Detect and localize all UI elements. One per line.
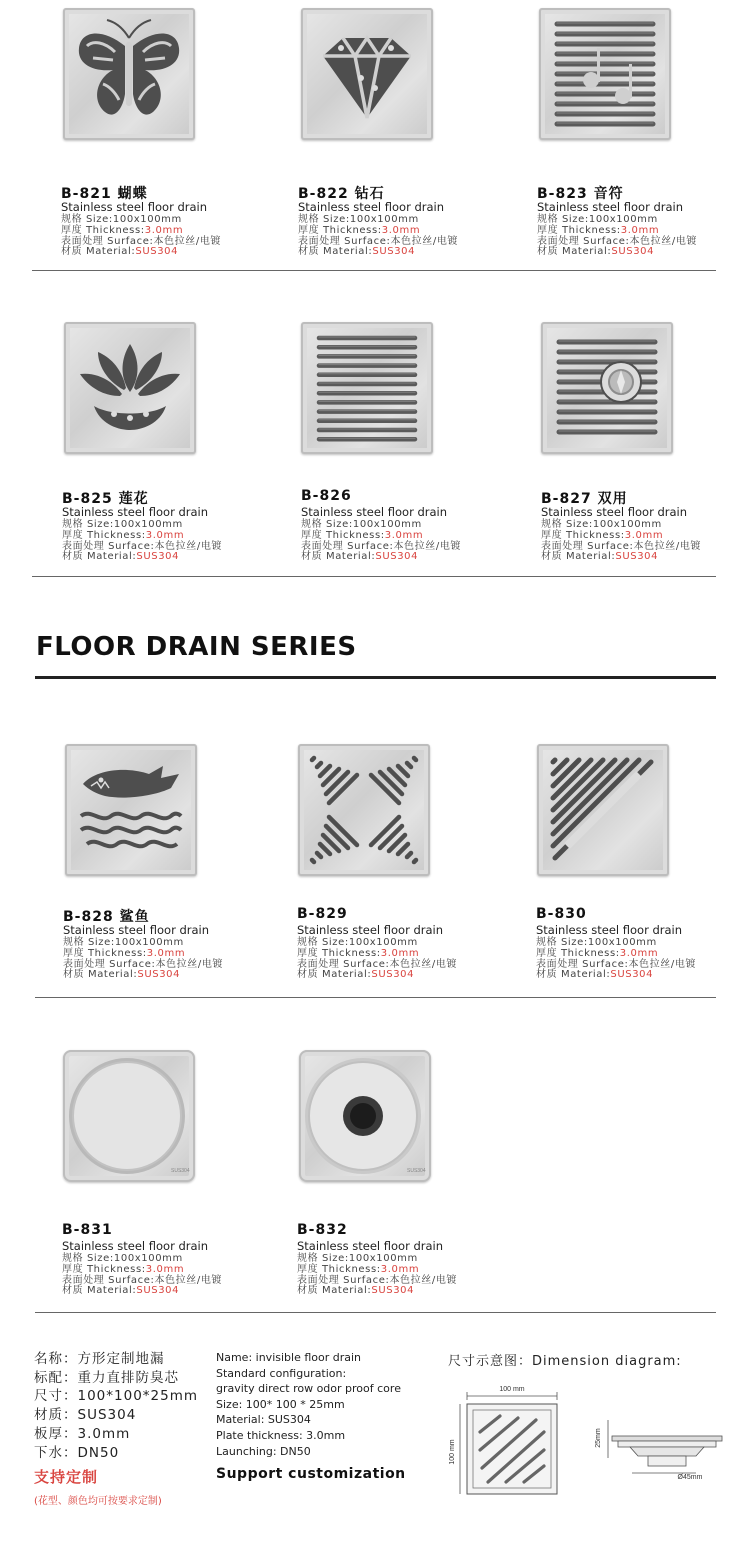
spec-label: 材质 Material:: [62, 551, 137, 563]
spec-label: 厚度 Thickness:: [62, 529, 146, 541]
support-custom-note: (花型、颜色均可按要求定制): [34, 1496, 162, 1507]
spec-label: 表面处理 Surface:: [301, 540, 394, 552]
product-specs: [541, 520, 701, 563]
side-view-drawing: [608, 1420, 722, 1473]
spec-label: 厚度 Thickness:: [301, 529, 385, 541]
info-en-line: gravity direct row odor proof core: [216, 1382, 401, 1396]
spec-label: 厚度 Thickness:: [298, 224, 382, 236]
product-code: B-821 蝴蝶: [61, 186, 148, 202]
spec-label: 材质 Material:: [63, 969, 138, 981]
spec-row: [301, 552, 461, 563]
spec-value: 3.0mm: [380, 947, 420, 959]
spec-label: 厚度 Thickness:: [297, 1263, 381, 1275]
product-subtitle: Stainless steel floor drain: [297, 923, 444, 937]
spec-label: 表面处理 Surface:: [536, 958, 629, 970]
spec-label: 材质 Material:: [62, 1285, 137, 1297]
svg-text:SUS304: SUS304: [407, 1168, 426, 1174]
row-divider: [35, 997, 716, 998]
info-cn-line: 标配：重力直排防臭芯: [34, 1369, 179, 1386]
product-image-dual-use-slots: [541, 322, 673, 454]
info-chinese: [34, 1350, 198, 1462]
info-en-line: Standard configuration:: [216, 1366, 347, 1380]
product-subtitle: Stainless steel floor drain: [536, 923, 683, 937]
spec-value: SUS304: [375, 551, 419, 563]
spec-label: 材质 Material:: [298, 246, 373, 258]
spec-label: 表面处理 Surface:: [298, 235, 391, 247]
spec-label: 材质 Material:: [297, 1285, 372, 1297]
dim-depth-label: 25mm: [595, 1428, 602, 1448]
spec-value: SUS304: [136, 551, 180, 563]
product-code: B-830: [536, 906, 587, 922]
spec-row: [297, 970, 457, 981]
spec-label: 规格 Size:: [298, 214, 350, 225]
spec-value: 3.0mm: [624, 529, 664, 541]
row-divider: [35, 1312, 716, 1313]
product-specs: [297, 1254, 457, 1297]
spec-value: 3.0mm: [380, 1263, 420, 1275]
product-specs: [298, 215, 458, 258]
spec-label: 规格 Size:: [297, 937, 349, 948]
spec-row: [541, 552, 701, 563]
info-cn-line: 下水：DN50: [34, 1444, 120, 1461]
product-specs: [537, 215, 697, 258]
top-view-drawing: [460, 1392, 557, 1494]
info-en-line: Launching: DN50: [216, 1444, 311, 1458]
spec-value: 本色拉丝/电镀: [154, 1274, 223, 1286]
product-specs: [61, 215, 221, 258]
spec-row: [537, 247, 697, 258]
product-specs: [62, 520, 222, 563]
spec-value: SUS304: [137, 969, 181, 981]
spec-label: 表面处理 Surface:: [297, 958, 390, 970]
spec-label: 表面处理 Surface:: [537, 235, 630, 247]
product-code: B-826: [301, 488, 352, 504]
spec-label: 表面处理 Surface:: [63, 958, 156, 970]
spec-label: 厚度 Thickness:: [62, 1263, 146, 1275]
svg-text:SUS304: SUS304: [171, 1168, 190, 1174]
support-custom-en: Support customization: [216, 1466, 406, 1482]
spec-value: 100x100mm: [113, 1253, 183, 1264]
spec-label: 表面处理 Surface:: [297, 1274, 390, 1286]
spec-label: 材质 Material:: [537, 246, 612, 258]
spec-label: 规格 Size:: [62, 519, 114, 530]
spec-label: 规格 Size:: [541, 519, 593, 530]
spec-value: 本色拉丝/电镀: [154, 540, 223, 552]
product-subtitle: Stainless steel floor drain: [537, 200, 684, 214]
spec-label: 厚度 Thickness:: [541, 529, 625, 541]
spec-value: SUS304: [610, 969, 654, 981]
spec-value: SUS304: [615, 551, 659, 563]
product-code: B-825 莲花: [62, 491, 149, 507]
spec-label: 规格 Size:: [61, 214, 113, 225]
spec-value: SUS304: [611, 246, 655, 258]
spec-value: 100x100mm: [349, 214, 419, 225]
spec-label: 材质 Material:: [541, 551, 616, 563]
spec-value: 100x100mm: [352, 519, 422, 530]
spec-row: [63, 970, 223, 981]
info-cn-line: 板厚：3.0mm: [34, 1425, 131, 1442]
product-subtitle: Stainless steel floor drain: [62, 505, 209, 519]
spec-value: 100x100mm: [587, 937, 657, 948]
info-en-line: Name: invisible floor drain: [216, 1351, 362, 1364]
spec-label: 规格 Size:: [62, 1253, 114, 1264]
product-image-horizontal-slots: [301, 322, 433, 454]
product-specs: [301, 520, 461, 563]
row-divider: [32, 576, 716, 577]
product-subtitle: Stainless steel floor drain: [298, 200, 445, 214]
spec-label: 规格 Size:: [536, 937, 588, 948]
spec-value: 3.0mm: [144, 224, 184, 236]
spec-value: 本色拉丝/电镀: [390, 235, 459, 247]
spec-value: SUS304: [372, 246, 416, 258]
spec-label: 表面处理 Surface:: [541, 540, 634, 552]
dimension-title: 尺寸示意图：Dimension diagram:: [448, 1354, 682, 1369]
section-divider: [35, 676, 716, 679]
dim-height-label: 100 mm: [449, 1439, 456, 1465]
product-code: B-828 鲨鱼: [63, 909, 150, 925]
info-english: [216, 1350, 401, 1459]
spec-value: 3.0mm: [146, 947, 186, 959]
info-cn-line: 材质：SUS304: [34, 1407, 137, 1424]
dim-width-label: 100 mm: [499, 1386, 525, 1393]
spec-value: 100x100mm: [348, 1253, 418, 1264]
spec-row: [62, 552, 222, 563]
spec-value: 本色拉丝/电镀: [633, 540, 702, 552]
product-image-music-note-slots: [539, 8, 671, 140]
spec-value: 100x100mm: [348, 937, 418, 948]
spec-label: 表面处理 Surface:: [62, 1274, 155, 1286]
spec-value: SUS304: [135, 246, 179, 258]
spec-row: [62, 1286, 222, 1297]
spec-value: 本色拉丝/电镀: [393, 540, 462, 552]
spec-value: 3.0mm: [145, 529, 185, 541]
product-image-diamond-cutout: [301, 8, 433, 140]
product-subtitle: Stainless steel floor drain: [62, 1239, 209, 1253]
spec-value: 100x100mm: [113, 519, 183, 530]
spec-value: SUS304: [136, 1285, 180, 1297]
spec-value: 100x100mm: [114, 937, 184, 948]
spec-value: 本色拉丝/电镀: [389, 1274, 458, 1286]
spec-label: 表面处理 Surface:: [61, 235, 154, 247]
product-image-x-diagonal-slots: [298, 744, 430, 876]
product-code: B-832: [297, 1222, 348, 1238]
product-code: B-829: [297, 906, 348, 922]
spec-value: 3.0mm: [384, 529, 424, 541]
spec-row: [297, 1286, 457, 1297]
spec-value: 本色拉丝/电镀: [628, 958, 697, 970]
info-cn-line: 尺寸：100*100*25mm: [34, 1388, 199, 1405]
product-image-lotus-cutout: [64, 322, 196, 454]
spec-value: 3.0mm: [619, 947, 659, 959]
spec-label: 规格 Size:: [301, 519, 353, 530]
product-image-butterfly-cutout: [63, 8, 195, 140]
product-subtitle: Stainless steel floor drain: [301, 505, 448, 519]
spec-row: [61, 247, 221, 258]
section-title: FLOOR DRAIN SERIES: [36, 632, 357, 662]
product-image-diagonal-slots: [537, 744, 669, 876]
spec-value: 3.0mm: [620, 224, 660, 236]
spec-value: 3.0mm: [381, 224, 421, 236]
spec-label: 厚度 Thickness:: [537, 224, 621, 236]
info-en-line: Size: 100* 100 * 25mm: [216, 1397, 345, 1411]
info-en-line: Plate thickness: 3.0mm: [216, 1428, 346, 1442]
spec-row: [536, 970, 696, 981]
spec-label: 材质 Material:: [297, 969, 372, 981]
dimension-diagram: [440, 1380, 740, 1500]
product-specs: [536, 938, 696, 981]
spec-label: 材质 Material:: [301, 551, 376, 563]
spec-label: 规格 Size:: [537, 214, 589, 225]
product-code: B-823 音符: [537, 186, 624, 202]
spec-value: 本色拉丝/电镀: [155, 958, 224, 970]
spec-value: 100x100mm: [588, 214, 658, 225]
spec-label: 规格 Size:: [297, 1253, 349, 1264]
spec-row: [298, 247, 458, 258]
spec-value: 100x100mm: [112, 214, 182, 225]
spec-label: 表面处理 Surface:: [62, 540, 155, 552]
spec-value: 100x100mm: [592, 519, 662, 530]
spec-value: SUS304: [371, 1285, 415, 1297]
product-code: B-831: [62, 1222, 113, 1238]
product-specs: [62, 1254, 222, 1297]
support-custom-cn: 支持定制: [34, 1468, 99, 1486]
product-image-invisible-round-cover: [63, 1050, 195, 1182]
product-image-round-button-cover: [299, 1050, 431, 1182]
info-en-line: Material: SUS304: [216, 1413, 311, 1427]
product-specs: [297, 938, 457, 981]
spec-label: 规格 Size:: [63, 937, 115, 948]
product-subtitle: Stainless steel floor drain: [63, 923, 210, 937]
spec-label: 厚度 Thickness:: [63, 947, 147, 959]
spec-value: 3.0mm: [145, 1263, 185, 1275]
spec-label: 厚度 Thickness:: [61, 224, 145, 236]
spec-value: 本色拉丝/电镀: [629, 235, 698, 247]
spec-label: 厚度 Thickness:: [536, 947, 620, 959]
spec-label: 材质 Material:: [536, 969, 611, 981]
dim-outlet-label: Ø45mm: [677, 1474, 703, 1481]
row-divider: [32, 270, 716, 271]
product-subtitle: Stainless steel floor drain: [541, 505, 688, 519]
spec-label: 材质 Material:: [61, 246, 136, 258]
spec-value: SUS304: [371, 969, 415, 981]
product-subtitle: Stainless steel floor drain: [61, 200, 208, 214]
product-subtitle: Stainless steel floor drain: [297, 1239, 444, 1253]
spec-value: 本色拉丝/电镀: [153, 235, 222, 247]
product-specs: [63, 938, 223, 981]
product-image-shark-cutout: [65, 744, 197, 876]
spec-value: 本色拉丝/电镀: [389, 958, 458, 970]
info-cn-line: 名称：方形定制地漏: [34, 1351, 165, 1367]
product-code: B-827 双用: [541, 491, 628, 507]
spec-label: 厚度 Thickness:: [297, 947, 381, 959]
product-code: B-822 钻石: [298, 186, 385, 202]
